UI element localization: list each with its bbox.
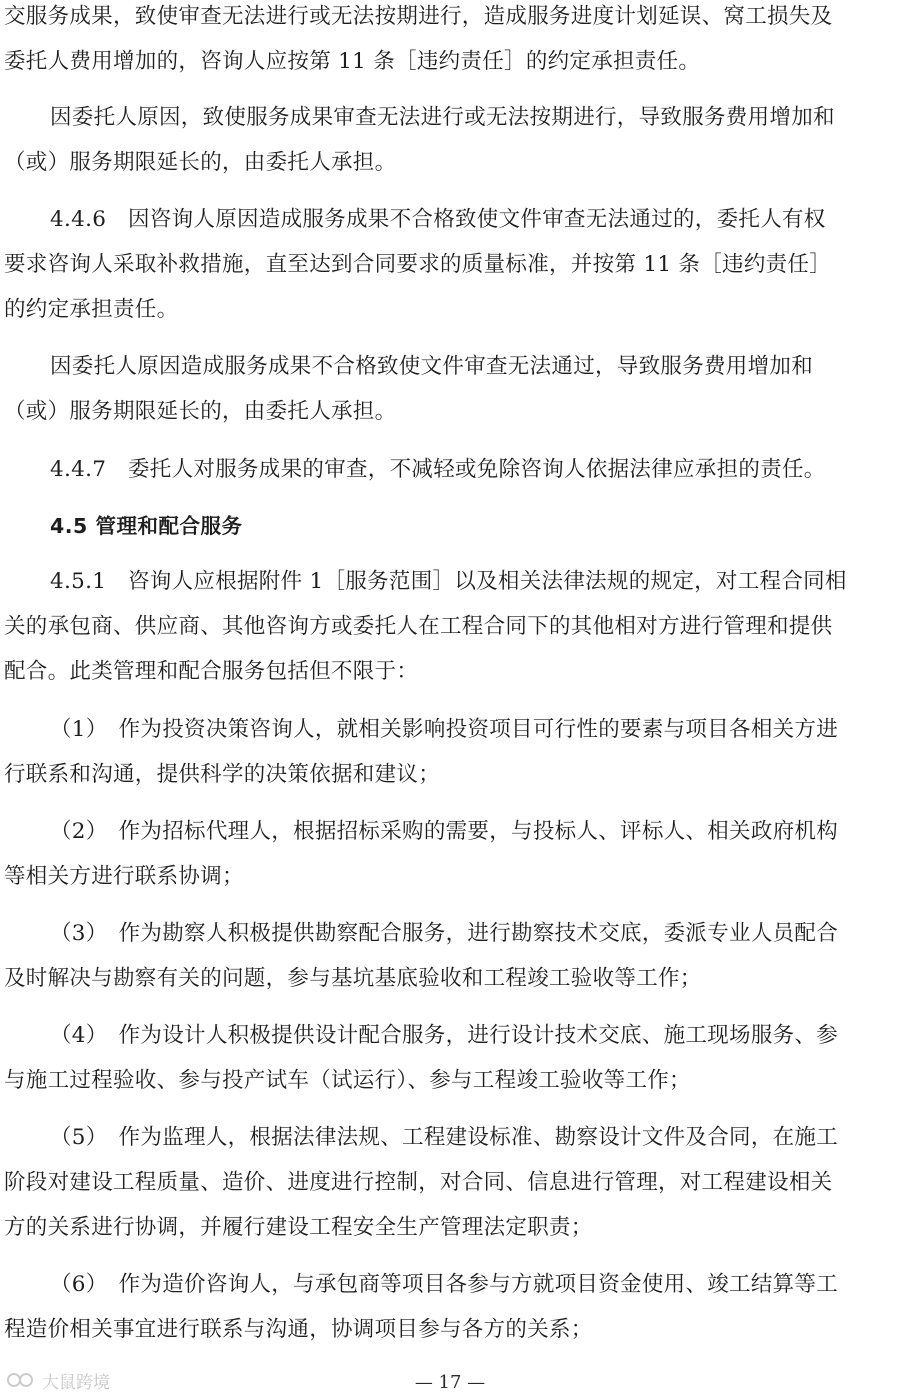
text-line: 关的承包商、供应商、其他咨询方或委托人在工程合同下的其他相对方进行管理和提供 [4, 614, 833, 639]
text-line: 程造价相关事宜进行联系与沟通，协调项目参与各方的关系； [4, 1317, 593, 1342]
section-heading: 4.5 管理和配合服务 [50, 514, 243, 538]
text-line: 委托人费用增加的，咨询人应按第 11 条［违约责任］的约定承担责任。 [4, 49, 701, 74]
text-line: 要求咨询人采取补救措施，直至达到合同要求的质量标准，并按第 11 条［违约责任］ [4, 252, 832, 277]
text-line: （5） 作为监理人，根据法律法规、工程建设标准、勘察设计文件及合同，在施工 [50, 1125, 839, 1150]
watermark-text: 大鼠跨境 [42, 1372, 110, 1393]
text-line: （4） 作为设计人积极提供设计配合服务，进行设计技术交底、施工现场服务、参 [50, 1023, 839, 1048]
text-line: 4.5.1 咨询人应根据附件 1［服务范围］以及相关法律法规的规定，对工程合同相 [50, 569, 847, 594]
text-line: 因委托人原因造成服务成果不合格致使文件审查无法通过，导致服务费用增加和 [50, 354, 814, 379]
page-number: — 17 — [414, 1372, 486, 1393]
text-line: 的约定承担责任。 [4, 297, 179, 322]
text-line: 4.4.7 委托人对服务成果的审查，不减轻或免除咨询人依据法律应承担的责任。 [50, 457, 826, 482]
text-line: （或）服务期限延长的，由委托人承担。 [4, 399, 397, 424]
text-line: 等相关方进行联系协调； [4, 864, 244, 889]
text-line: 4.4.6 因咨询人原因造成服务成果不合格致使文件审查无法通过的，委托人有权 [50, 207, 826, 232]
text-line: （2） 作为招标代理人，根据招标采购的需要，与投标人、评标人、相关政府机构 [50, 819, 839, 844]
text-line: （6） 作为造价咨询人，与承包商等项目各参与方就项目资金使用、竣工结算等工 [50, 1272, 839, 1297]
text-line: 配合。此类管理和配合服务包括但不限于： [4, 659, 419, 684]
text-line: 与施工过程验收、参与投产试车（试运行）、参与工程竣工验收等工作； [4, 1068, 691, 1093]
watermark [6, 1368, 110, 1392]
text-line: 行联系和沟通，提供科学的决策依据和建议； [4, 762, 441, 787]
text-line: 及时解决与勘察有关的问题，参与基坑基底验收和工程竣工验收等工作； [4, 966, 702, 991]
text-line: 阶段对建设工程质量、造价、进度进行控制，对合同、信息进行管理，对工程建设相关 [4, 1170, 833, 1195]
watermark-logo-icon [6, 1370, 36, 1390]
text-line: （或）服务期限延长的，由委托人承担。 [4, 150, 397, 175]
text-line: 交服务成果，致使审查无法进行或无法按期进行，造成服务进度计划延误、窝工损失及 [4, 4, 833, 29]
text-line: 方的关系进行协调，并履行建设工程安全生产管理法定职责； [4, 1215, 593, 1240]
text-line: 因委托人原因，致使服务成果审查无法进行或无法按期进行，导致服务费用增加和 [50, 105, 835, 130]
text-line: （3） 作为勘察人积极提供勘察配合服务，进行勘察技术交底，委派专业人员配合 [50, 921, 839, 946]
text-line: （1） 作为投资决策咨询人，就相关影响投资项目可行性的要素与项目各相关方进 [50, 717, 839, 742]
